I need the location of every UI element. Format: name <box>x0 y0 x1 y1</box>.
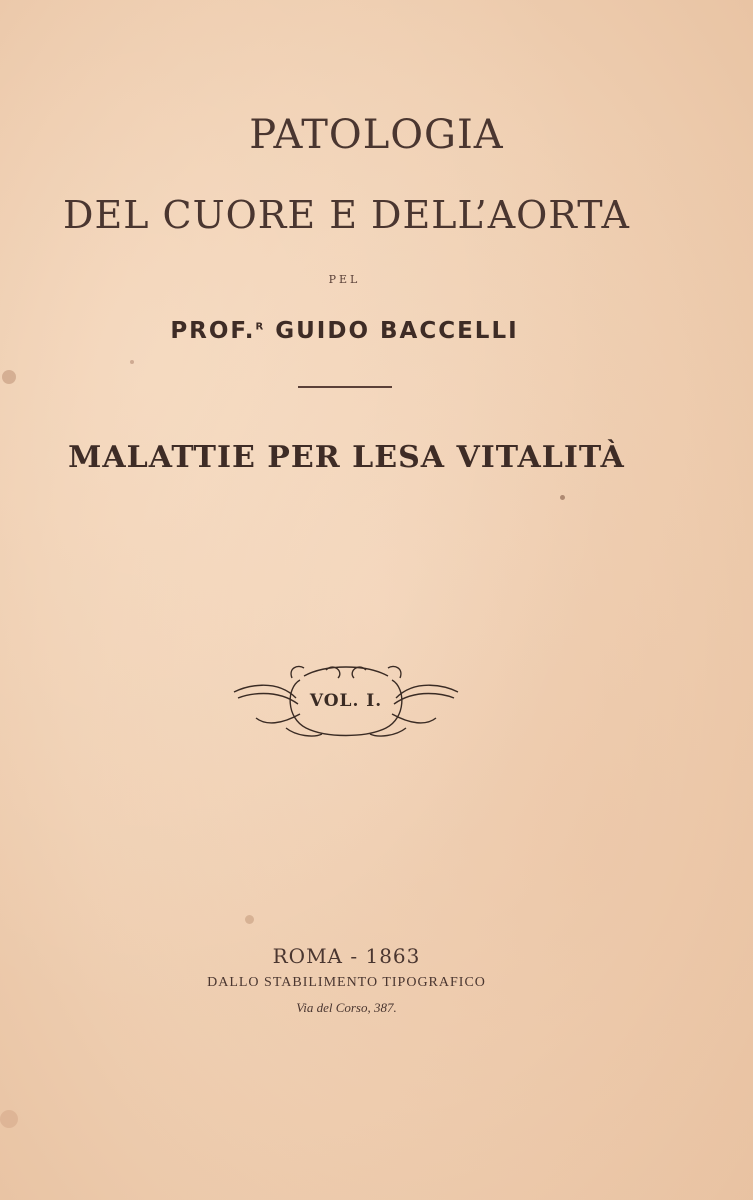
imprint-address: Via del Corso, 387. <box>296 1000 397 1015</box>
title-line-1: PATOLOGIA <box>249 112 504 158</box>
foxing-spot <box>130 360 134 364</box>
author-prefix-superscript: R <box>255 321 266 333</box>
author-prefix: PROF. <box>170 318 256 344</box>
imprint-place-year: ROMA - 1863 <box>272 944 421 968</box>
byline-preposition: PEL <box>328 273 361 286</box>
title-line-2: DEL CUORE E DELL’AORTA <box>63 193 630 237</box>
foxing-spot <box>245 915 254 924</box>
foxing-spot <box>560 495 565 500</box>
subtitle: MALATTIE PER LESA VITALITÀ <box>68 440 625 475</box>
author-name: GUIDO BACCELLI <box>275 318 519 344</box>
foxing-spot <box>0 1110 18 1128</box>
volume-label: VOL. I. <box>309 691 383 711</box>
author-line <box>0 318 721 344</box>
imprint-printer: DALLO STABILIMENTO TIPOGRAFICO <box>207 975 486 990</box>
divider-rule <box>298 386 392 388</box>
foxing-spot <box>2 370 16 384</box>
